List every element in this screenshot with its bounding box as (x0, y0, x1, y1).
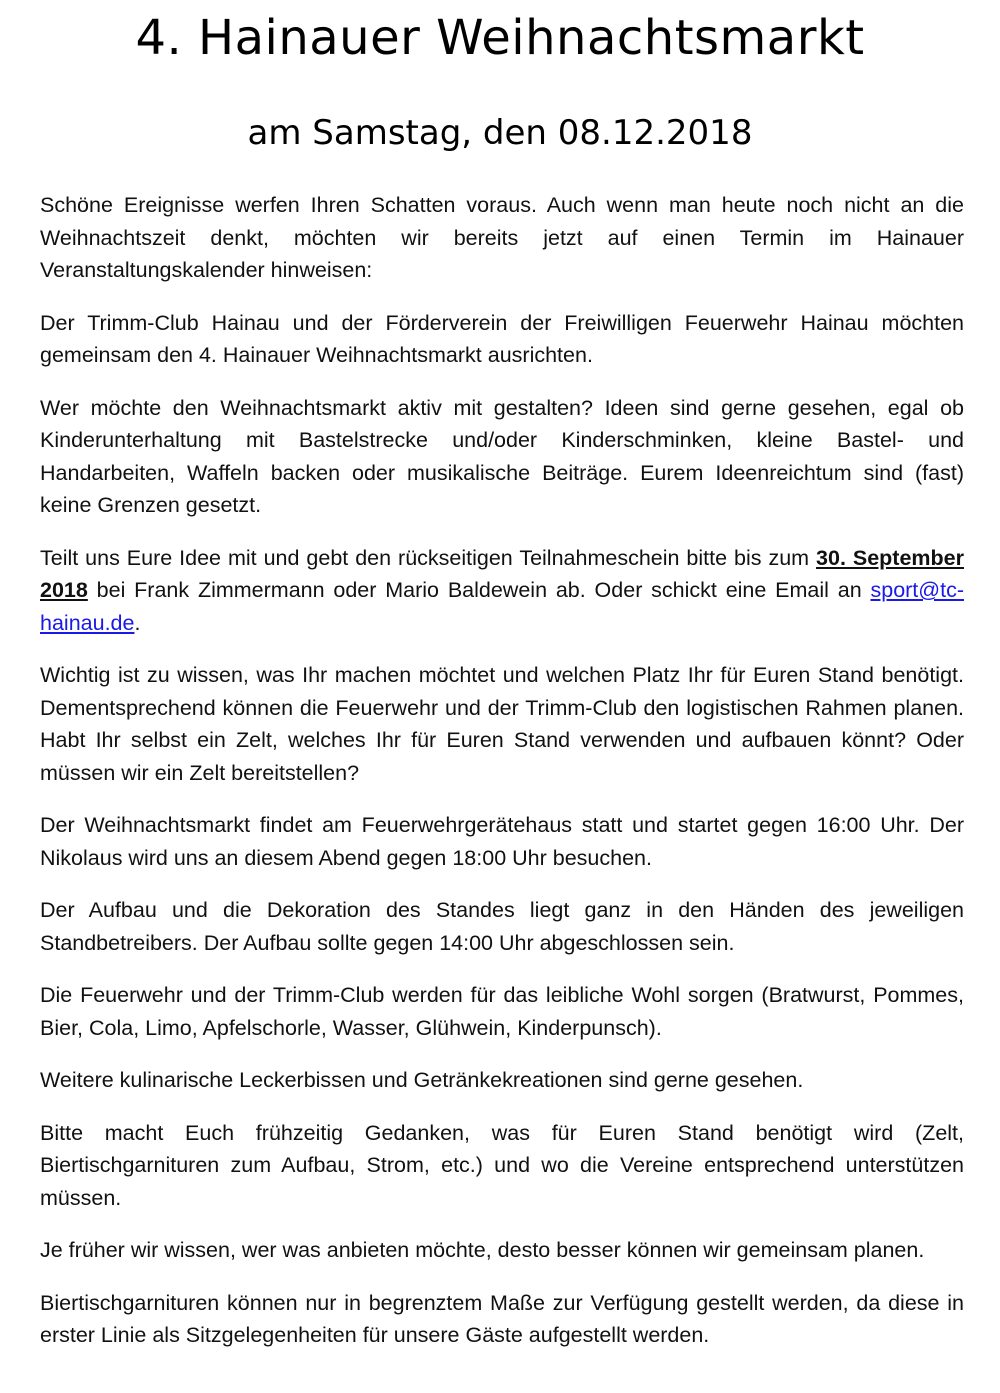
registration-text-start: Teilt uns Eure Idee mit und gebt den rückseitigen Teilnahmeschein bitte bis zum (40, 545, 817, 570)
paragraph-catering: Die Feuerwehr und der Trimm-Club werden für das leibliche Wohl sorgen (Bratwurst, Pommes, Bier, Cola, Limo, Apfelschorle, Wasser, Glühwein, Kinderpunsch). (40, 983, 964, 1040)
paragraph-schedule: Der Weihnachtsmarkt findet am Feuerwehrgerätehaus statt und startet gegen 16:00 Uhr. Der Nikolaus wird uns an diesem Abend gegen 18:00 Uhr besuchen. (40, 813, 964, 870)
paragraph-registration (40, 542, 964, 640)
registration-deadline: 30. September 2018 (40, 545, 964, 602)
email-link[interactable]: sport@tc-hainau.de (40, 578, 964, 635)
document-title: 4. Hainauer Weihnachtsmarkt (135, 10, 865, 66)
document-subtitle: am Samstag, den 08.12.2018 (247, 113, 753, 153)
paragraph-call-for-ideas: Wer möchte den Weihnachtsmarkt aktiv mit gestalten? Ideen sind gerne gesehen, egal ob Kinderunterhaltung mit Bastelstrecke und/oder Kinderschminken, kleine Bastel- und Handarbeiten, Waffeln backen oder musikalische Beiträge. Eurem Ideenreichtum sind (fast) keine Grenzen gesetzt. (40, 395, 964, 517)
paragraph-planning-info: Wichtig ist zu wissen, was Ihr machen möchtet und welchen Platz Ihr für Euren Stand benötigt. Dementsprechend können die Feuerwehr und der Trimm-Club den logistischen Rahmen planen. Habt Ihr selbst ein Zelt, welches Ihr für Euren Stand verwenden und aufbauen könnt? Oder müssen wir ein Zelt bereitstellen? (40, 663, 964, 785)
paragraph-setup: Der Aufbau und die Dekoration des Standes liegt ganz in den Händen des jeweiligen Standbetreibers. Der Aufbau sollte gegen 14:00 Uhr abgeschlossen sein. (40, 898, 964, 955)
paragraph-beer-tables: Biertischgarnituren können nur in begrenztem Maße zur Verfügung gestellt werden, da diese in erster Linie als Sitzgelegenheiten für unsere Gäste aufgestellt werden. (40, 1290, 964, 1347)
paragraph-early-planning: Je früher wir wissen, wer was anbieten möchte, desto besser können wir gemeinsam planen. (40, 1238, 925, 1262)
paragraph-culinary: Weitere kulinarische Leckerbissen und Getränkekreationen sind gerne gesehen. (40, 1068, 804, 1092)
paragraph-intro: Schöne Ereignisse werfen Ihren Schatten voraus. Auch wenn man heute noch nicht an die Weihnachtszeit denkt, möchten wir bereits jetzt auf einen Termin im Hainauer Veranstaltungskalender hinweisen: (40, 193, 964, 282)
registration-text-end: . (134, 610, 141, 635)
paragraph-requirements: Bitte macht Euch frühzeitig Gedanken, was für Euren Stand benötigt wird (Zelt, Biertischgarnituren zum Aufbau, Strom, etc.) und wo die Vereine entsprechend unterstützen müssen. (40, 1120, 964, 1210)
registration-text-middle: bei Frank Zimmermann oder Mario Baldewein ab. Oder schickt eine Email an (87, 578, 871, 602)
document-body (40, 189, 964, 1372)
paragraph-organizers: Der Trimm-Club Hainau und der Förderverein der Freiwilligen Feuerwehr Hainau möchten gemeinsam den 4. Hainauer Weihnachtsmarkt ausrichten. (40, 310, 964, 367)
